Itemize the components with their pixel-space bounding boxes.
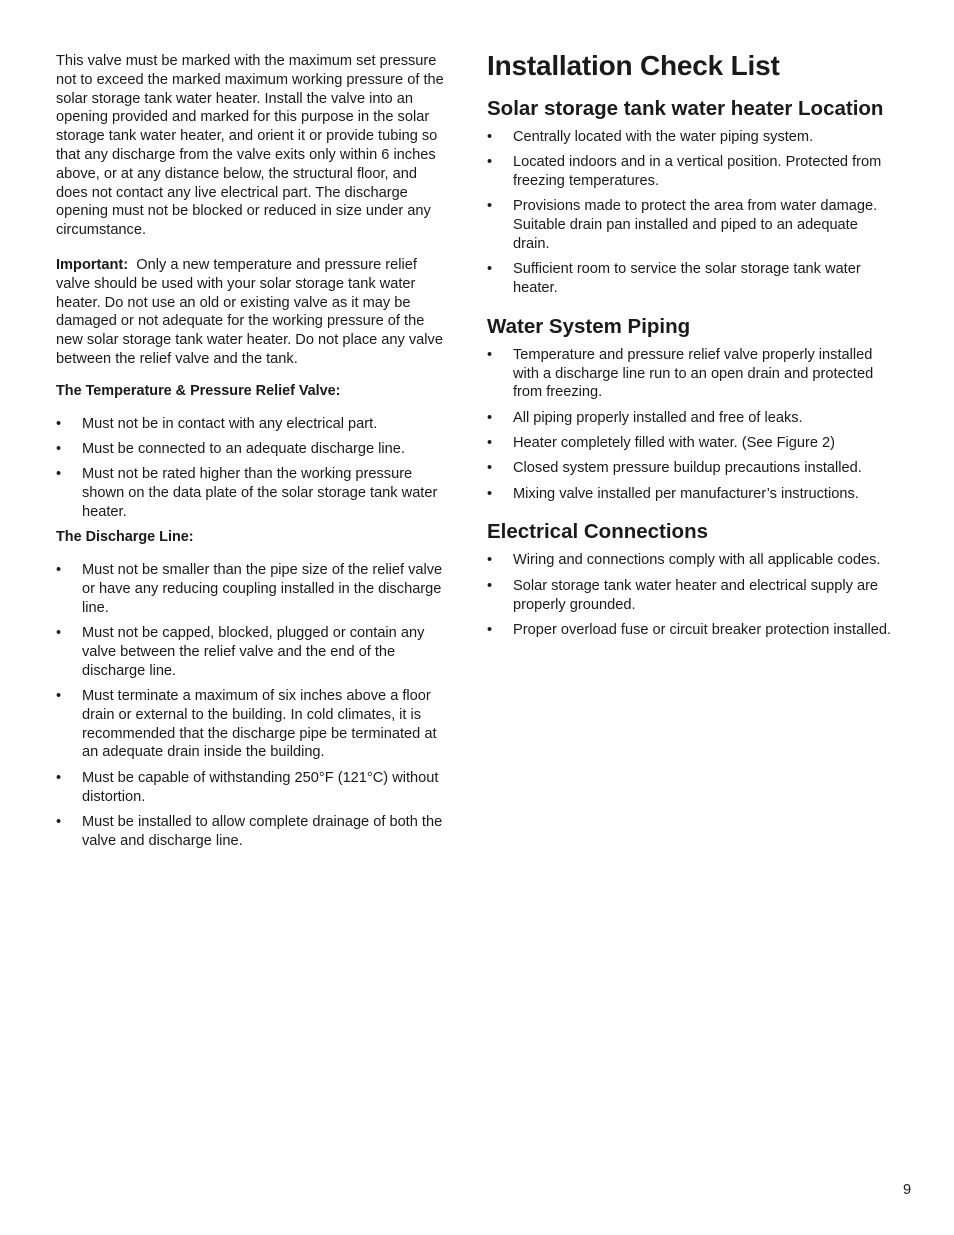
bullet: • bbox=[487, 129, 493, 145]
list-item bbox=[487, 434, 897, 453]
list-item-text: Sufficient room to service the solar storage tank water heater. bbox=[513, 261, 861, 297]
page-title: Installation Check List bbox=[487, 50, 780, 81]
valve-marking-paragraph: This valve must be marked with the maximum set pressure not to exceed the marked maximum working pressure of the solar storage tank water heater. Install the valve into an opening provided and marked for this purpose in the solar storage tank water heater, and orient it or provide tubing so that any discharge from the valve exits only within 6 inches above, or at any distance below, the structural floor, and does not contact any live electrical part. The discharge opening must not be blocked or reduced in size under any circumstance. bbox=[56, 53, 444, 239]
bullet: • bbox=[487, 552, 493, 569]
list-item bbox=[487, 260, 897, 298]
bullet: • bbox=[56, 625, 62, 642]
list-item-text: Must terminate a maximum of six inches above a floor drain or external to the building. In cold climates, it is recommended that the discharge pipe be terminated at an adequate drain inside the building. bbox=[82, 688, 437, 761]
list-item bbox=[56, 813, 450, 851]
right-column bbox=[487, 48, 897, 656]
list-item bbox=[56, 769, 450, 807]
list-item-text: Must be installed to allow complete drainage of both the valve and discharge line. bbox=[82, 813, 443, 849]
list-item bbox=[487, 577, 897, 615]
list-item bbox=[487, 621, 897, 640]
relief-valve-heading: The Temperature & Pressure Relief Valve: bbox=[56, 382, 341, 399]
checklist bbox=[487, 128, 897, 298]
bullet: • bbox=[56, 769, 62, 786]
section-water-system-piping bbox=[487, 314, 897, 504]
important-label: Important: bbox=[56, 256, 129, 273]
bullet: • bbox=[56, 562, 62, 579]
list-item-text: All piping properly installed and free of leaks. bbox=[513, 409, 803, 426]
list-item-text: Must not be in contact with any electrical part. bbox=[82, 415, 378, 432]
bullet: • bbox=[487, 621, 493, 638]
bullet: • bbox=[56, 466, 62, 483]
checklist bbox=[487, 346, 897, 504]
bullet: • bbox=[487, 261, 493, 278]
list-item-text: Must not be capped, blocked, plugged or contain any valve between the relief valve and the end of the discharge line. bbox=[82, 625, 425, 679]
list-item-text: Must not be rated higher than the working pressure shown on the data plate of the solar storage tank water heater. bbox=[82, 466, 438, 520]
section-electrical-connections bbox=[487, 519, 897, 639]
bullet: • bbox=[487, 485, 493, 502]
section-location bbox=[487, 96, 897, 298]
list-item bbox=[487, 409, 897, 428]
section-heading: Solar storage tank water heater Location bbox=[487, 97, 884, 120]
important-text: Only a new temperature and pressure relief valve should be used with your solar storage tank water heater. Do not use an old or existing valve as it may be damaged or not adequate for the working pressure of the new solar storage tank water heater. Do not place any valve between the relief valve and the tank. bbox=[56, 256, 443, 367]
list-item-text: Closed system pressure buildup precautions installed. bbox=[513, 460, 862, 477]
list-item bbox=[487, 459, 897, 478]
bullet: • bbox=[487, 198, 493, 215]
list-item bbox=[487, 551, 897, 570]
list-item-text: Temperature and pressure relief valve properly installed with a discharge line run to an open drain and protected from freezing. bbox=[513, 346, 874, 401]
list-item bbox=[56, 440, 450, 459]
bullet: • bbox=[56, 441, 62, 458]
list-item bbox=[56, 465, 450, 521]
list-item-text: Provisions made to protect the area from water damage. Suitable drain pan installed and piped to an adequate drain. bbox=[513, 198, 878, 252]
list-item-text: Heater completely filled with water. (See Figure 2) bbox=[513, 435, 836, 452]
bullet: • bbox=[487, 577, 493, 594]
list-item-text: Solar storage tank water heater and electrical supply are properly grounded. bbox=[513, 577, 879, 613]
list-item bbox=[487, 485, 897, 504]
section-heading: Water System Piping bbox=[487, 314, 691, 338]
bullet: • bbox=[56, 688, 62, 705]
list-item bbox=[56, 561, 450, 617]
checklist bbox=[487, 551, 897, 639]
discharge-line-heading: The Discharge Line: bbox=[56, 529, 194, 546]
list-item-text: Must not be smaller than the pipe size of the relief valve or have any reducing coupling installed in the discharge line. bbox=[82, 562, 443, 616]
left-column bbox=[56, 52, 450, 857]
section-heading: Electrical Connections bbox=[487, 520, 709, 544]
important-paragraph bbox=[56, 256, 450, 369]
list-item bbox=[487, 346, 897, 402]
bullet: • bbox=[487, 154, 493, 171]
bullet: • bbox=[56, 415, 62, 432]
bullet: • bbox=[487, 409, 493, 426]
list-item bbox=[487, 197, 897, 253]
list-item-text: Located indoors and in a vertical position. Protected from freezing temperatures. bbox=[513, 154, 882, 190]
list-item-text: Proper overload fuse or circuit breaker protection installed. bbox=[513, 621, 892, 638]
list-item bbox=[487, 128, 897, 147]
bullet: • bbox=[56, 813, 62, 830]
list-item-text: Wiring and connections comply with all applicable codes. bbox=[513, 552, 881, 569]
list-item bbox=[56, 687, 450, 762]
bullet: • bbox=[487, 435, 493, 452]
list-item-text: Must be connected to an adequate discharge line. bbox=[82, 441, 405, 458]
list-item bbox=[487, 153, 897, 191]
list-item-text: Must be capable of withstanding 250°F (121°C) without distortion. bbox=[82, 769, 439, 805]
list-item bbox=[56, 415, 450, 434]
discharge-line-list bbox=[56, 561, 450, 850]
list-item-text: Mixing valve installed per manufacturer’s instructions. bbox=[513, 485, 859, 502]
list-item-text: Centrally located with the water piping system. bbox=[513, 129, 814, 145]
page-number: 9 bbox=[903, 1182, 912, 1198]
relief-valve-list bbox=[56, 415, 450, 522]
bullet: • bbox=[487, 460, 493, 477]
list-item bbox=[56, 624, 450, 680]
bullet: • bbox=[487, 346, 493, 363]
